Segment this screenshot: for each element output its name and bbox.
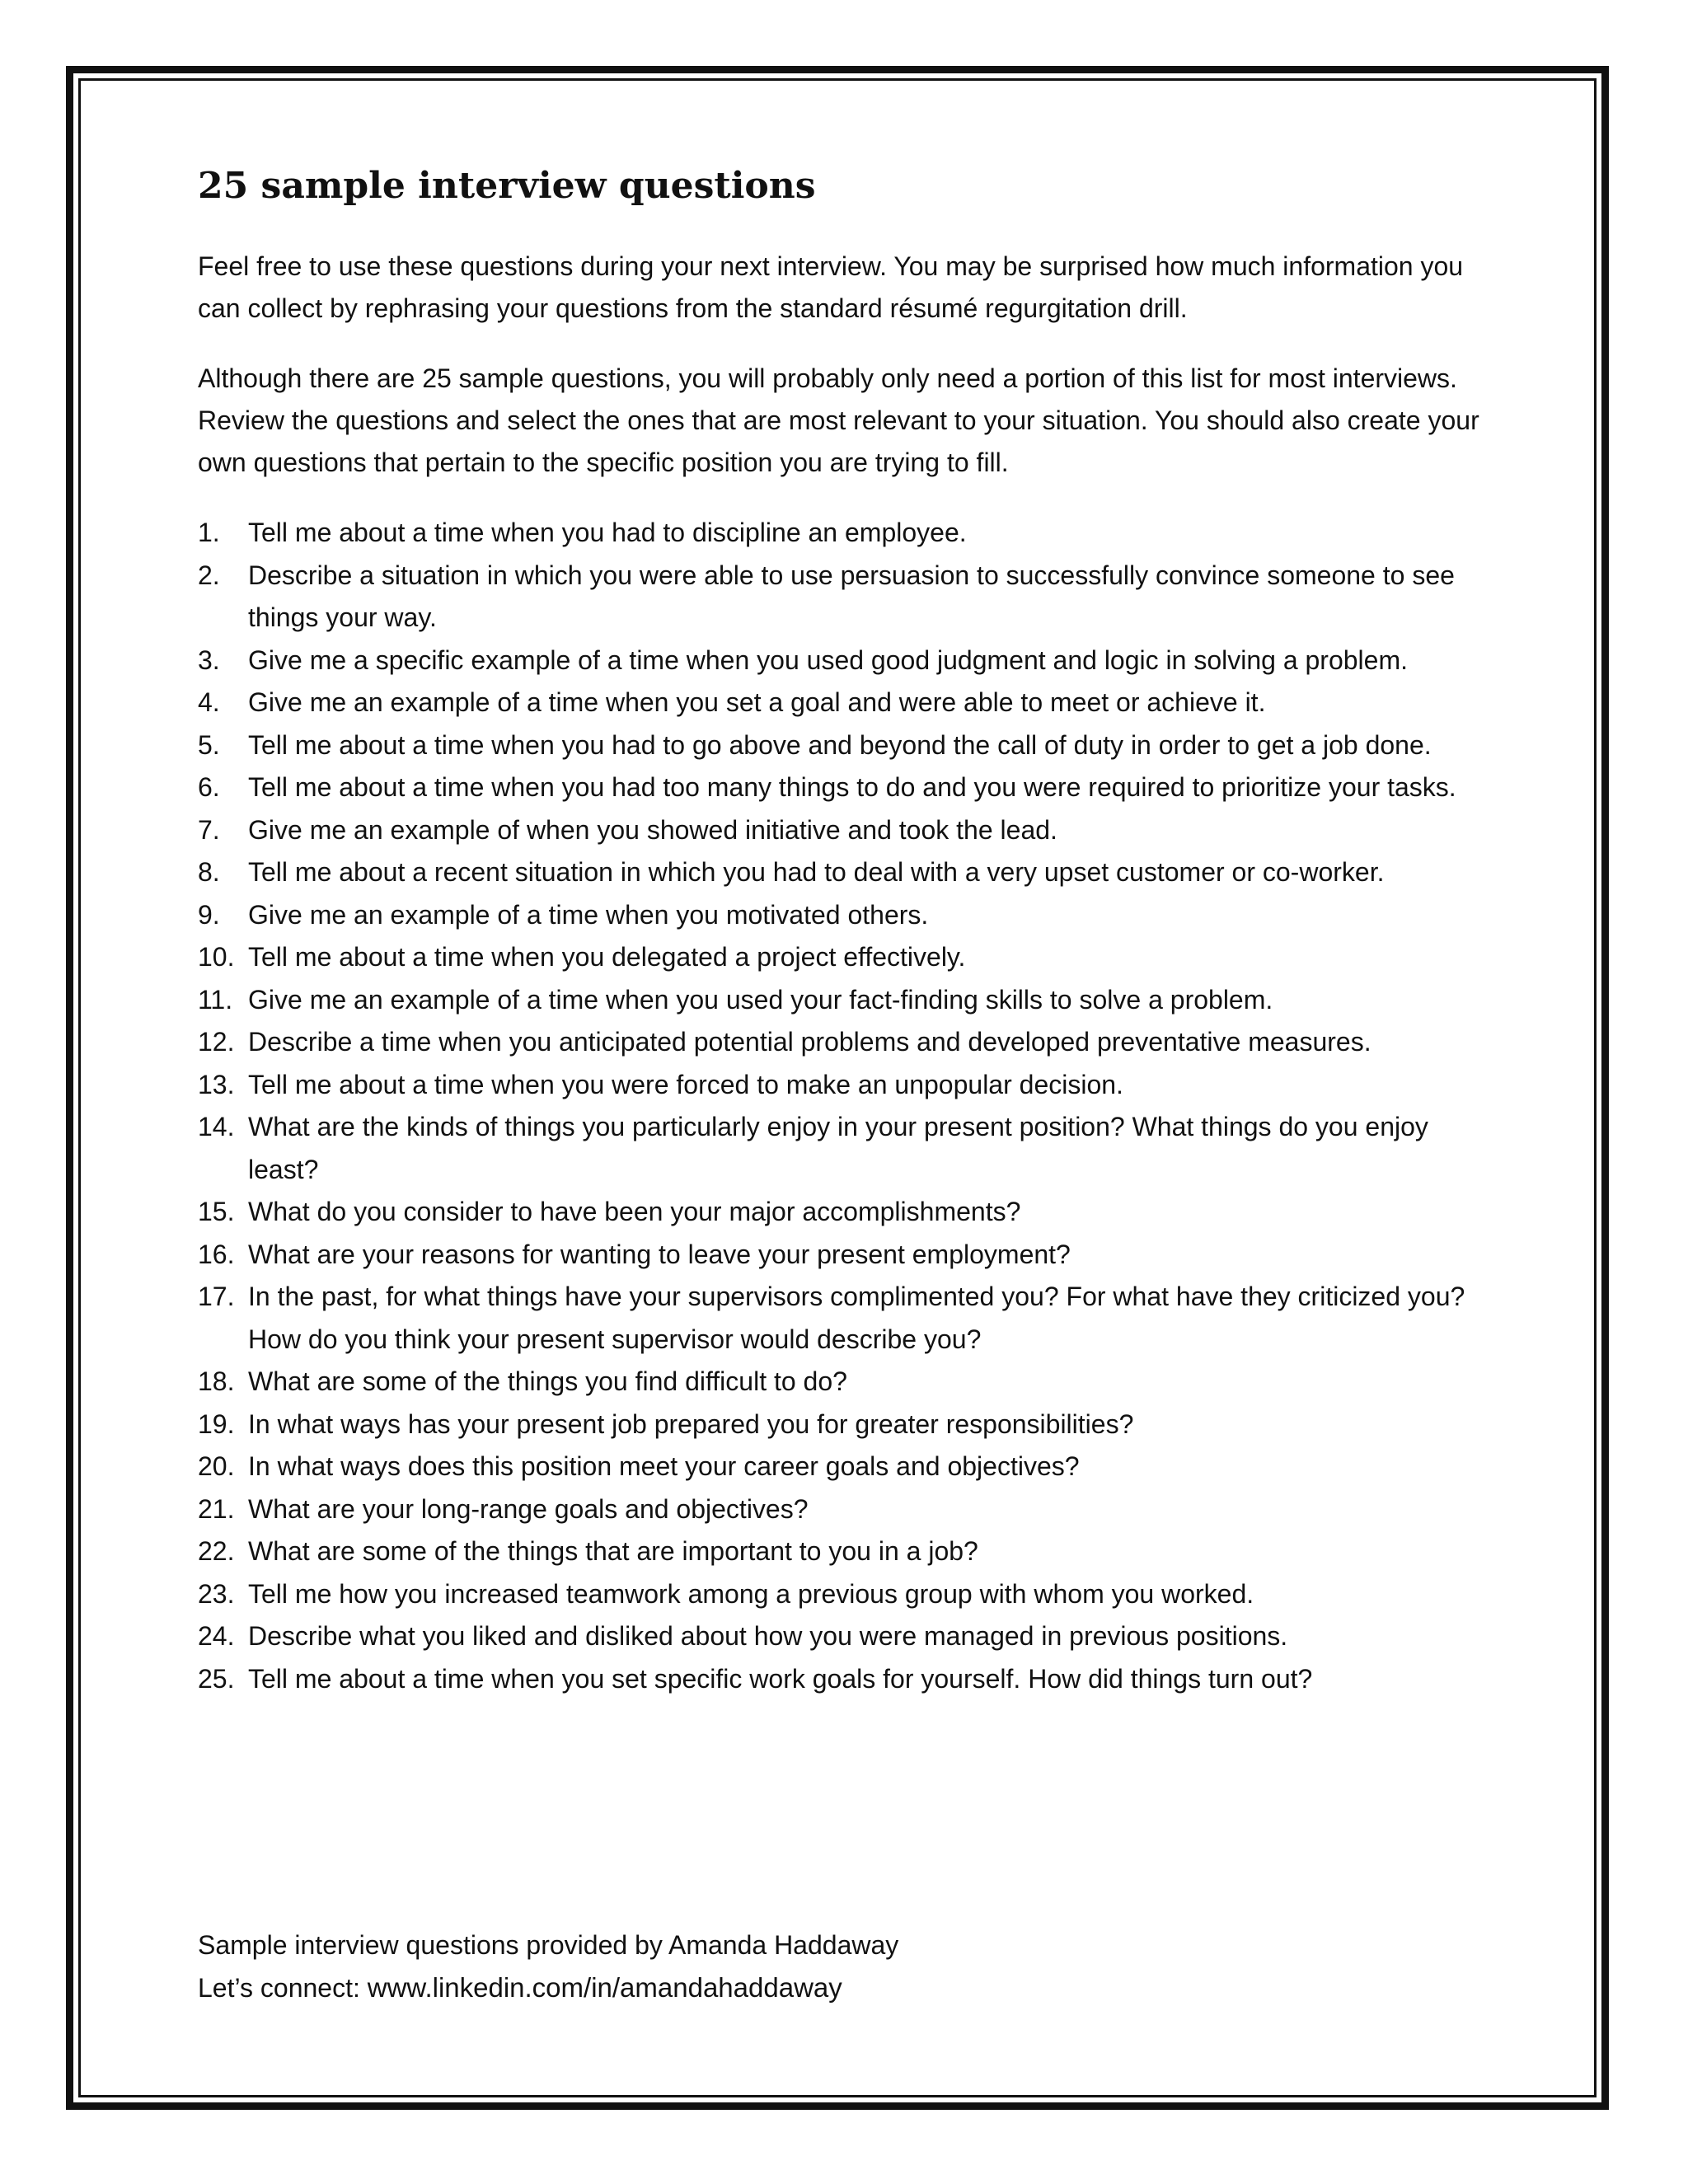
footer-credit: Sample interview questions provided by Amanda Haddaway (198, 1930, 899, 1960)
question-item (198, 1064, 1484, 1107)
question-text: Tell me about a time when you had too many things to do and you were required to prioritize your tasks. (248, 772, 1456, 802)
question-text: Describe a situation in which you were able to use persuasion to successfully convince someone to see things your way. (248, 560, 1455, 632)
question-number: 19. (198, 1408, 235, 1439)
question-number: 1. (198, 518, 220, 547)
question-number: 2. (198, 560, 220, 590)
question-item (198, 640, 1484, 682)
question-number: 10. (198, 942, 235, 972)
question-item (198, 724, 1484, 767)
question-text: In what ways does this position meet your career goals and objectives? (248, 1451, 1080, 1481)
question-number: 9. (198, 899, 220, 930)
question-item (198, 1615, 1484, 1658)
question-text: Tell me about a time when you set specific work goals for yourself. How did things turn out? (248, 1663, 1313, 1694)
question-item (198, 1404, 1484, 1446)
question-text: Tell me about a time when you were forced to make an unpopular decision. (248, 1069, 1123, 1099)
question-text: What are your long-range goals and objectives? (248, 1493, 809, 1524)
question-item (198, 512, 1484, 555)
question-number: 18. (198, 1366, 235, 1396)
question-item (198, 851, 1484, 894)
intro-paragraph: Although there are 25 sample questions, you will probably only need a portion of this list for most interviews. Review the questions and select the ones that are most relevant to your situation. You should also create your own questions that pertain to the specific position you are trying to fill. (198, 363, 1479, 477)
question-item (198, 1021, 1484, 1064)
question-number: 23. (198, 1578, 235, 1609)
question-text: Give me an example of a time when you set a goal and were able to meet or achieve it. (248, 687, 1266, 717)
question-number: 17. (198, 1282, 235, 1311)
question-number: 11. (198, 984, 233, 1015)
question-list (198, 512, 1484, 1700)
document-body (198, 162, 1484, 1700)
question-item (198, 894, 1484, 937)
question-text: In the past, for what things have your supervisors complimented you? For what have they criticized you? How do you think your present supervisor would describe you? (248, 1282, 1465, 1354)
question-item (198, 1488, 1484, 1531)
question-text: Give me a specific example of a time when you used good judgment and logic in solving a problem. (248, 644, 1408, 675)
question-item (198, 979, 1484, 1022)
question-number: 3. (198, 644, 220, 675)
question-item (198, 1106, 1484, 1191)
question-item (198, 766, 1484, 809)
question-number: 15. (198, 1197, 235, 1226)
question-text: Tell me how you increased teamwork among a previous group with whom you worked. (248, 1578, 1254, 1609)
question-text: Describe what you liked and disliked about how you were managed in previous positions. (248, 1621, 1288, 1651)
intro-paragraph: Feel free to use these questions during your next interview. You may be surprised how much information you can collect by rephrasing your questions from the standard résumé regurgitation drill. (198, 251, 1464, 323)
question-text: Tell me about a time when you had to go above and beyond the call of duty in order to get a job done. (248, 729, 1432, 760)
question-number: 21. (198, 1493, 235, 1524)
question-text: Describe a time when you anticipated potential problems and developed preventative measures. (248, 1027, 1372, 1057)
question-number: 16. (198, 1239, 235, 1269)
question-number: 14. (198, 1112, 235, 1141)
question-text: Give me an example of a time when you used your fact-finding skills to solve a problem. (248, 984, 1273, 1015)
question-item (198, 1530, 1484, 1573)
question-item (198, 1446, 1484, 1488)
question-number: 6. (198, 772, 220, 802)
question-number: 13. (198, 1069, 235, 1099)
question-text: What are the kinds of things you particularly enjoy in your present position? What things do you enjoy least? (248, 1112, 1428, 1184)
question-item (198, 1361, 1484, 1404)
question-text: Give me an example of when you showed initiative and took the lead. (248, 814, 1057, 845)
question-number: 20. (198, 1451, 235, 1481)
question-text: What do you consider to have been your major accomplishments? (248, 1197, 1021, 1226)
question-text: Give me an example of a time when you motivated others. (248, 899, 929, 930)
question-item (198, 1658, 1484, 1701)
question-text: What are some of the things that are important to you in a job? (248, 1536, 978, 1566)
document-title: 25 sample interview questions (198, 165, 816, 207)
question-item (198, 682, 1484, 724)
question-number: 25. (198, 1663, 235, 1694)
question-item (198, 936, 1484, 979)
question-number: 8. (198, 857, 220, 887)
question-number: 22. (198, 1536, 235, 1566)
question-item (198, 1276, 1484, 1361)
question-item (198, 809, 1484, 852)
document-footer (198, 1924, 1484, 2009)
question-text: Tell me about a time when you had to discipline an employee. (248, 518, 967, 547)
question-item (198, 1234, 1484, 1277)
question-number: 5. (198, 729, 220, 760)
linkedin-link[interactable]: www.linkedin.com/in/amandahaddaway (367, 1972, 842, 2003)
question-number: 24. (198, 1621, 235, 1651)
question-number: 7. (198, 814, 220, 845)
question-item (198, 1191, 1484, 1234)
question-text: In what ways has your present job prepared you for greater responsibilities? (248, 1408, 1134, 1439)
question-text: What are some of the things you find difficult to do? (248, 1366, 847, 1396)
footer-connect-line (198, 1966, 1484, 2009)
footer-connect-label: Let’s connect: (198, 1973, 368, 2003)
question-item (198, 555, 1484, 640)
question-text: Tell me about a time when you delegated a project effectively. (248, 942, 966, 972)
question-number: 4. (198, 687, 220, 717)
question-item (198, 1573, 1484, 1616)
question-text: Tell me about a recent situation in which you had to deal with a very upset customer or co-worker. (248, 857, 1385, 887)
question-text: What are your reasons for wanting to leave your present employment? (248, 1239, 1071, 1269)
question-number: 12. (198, 1027, 235, 1057)
